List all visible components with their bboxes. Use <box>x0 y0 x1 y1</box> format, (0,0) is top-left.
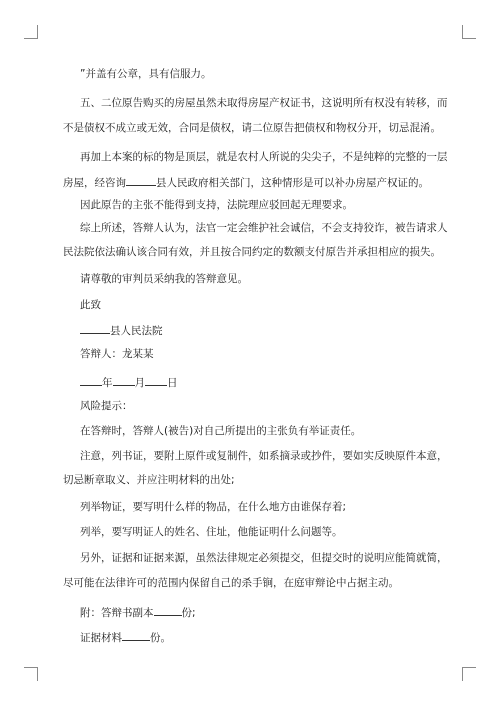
crop-mark-top-left <box>37 25 38 39</box>
paragraph-line: 列举，要写明证人的姓名、住址，他能证明什么问题等。 <box>80 526 343 538</box>
paragraph-line: 综上所述，答辩人认为，法官一定会维护社会诚信，不会支持狡诈，被告请求人 <box>80 222 448 234</box>
text: 证据材料 <box>80 632 122 644</box>
blank-field <box>113 374 135 386</box>
crop-mark-bottom-right <box>462 667 463 681</box>
text: 月 <box>134 377 145 389</box>
crop-mark-top-right <box>462 25 463 39</box>
section-title: 风险提示： <box>80 400 133 412</box>
crop-mark-bottom-left <box>37 667 38 681</box>
text: 日 <box>167 377 178 389</box>
paragraph-line: 请尊敬的审判员采纳我的答辩意见。 <box>80 273 248 285</box>
blank-field <box>122 629 150 641</box>
paragraph-line: 切忌断章取义、并应注明材料的出处; <box>63 474 235 486</box>
paragraph-line: 注意，列书证，要附上原件或复制件，如系摘录或抄件，要如实反映原件本意， <box>80 450 448 462</box>
crop-mark-top-left <box>24 38 38 39</box>
attachment-line <box>80 604 460 620</box>
blank-field <box>126 174 156 186</box>
text: 县人民法院 <box>110 325 163 337</box>
text: 年 <box>102 377 113 389</box>
paragraph-line: 另外，证据和证据来源，虽然法律规定必须提交，但提交时的说明应能简就简， <box>80 552 448 564</box>
paragraph-line: 不是债权不成立或无效，合同是债权，请二位原告把债权和物权分开，切忌混淆。 <box>63 122 441 134</box>
closing-line: 此致 <box>80 299 101 311</box>
text: 县人民政府相关部门，这种情形是可以补办房屋产权证的。 <box>156 177 429 189</box>
paragraph-line: 民法院依法确认该合同有效，并且按合同约定的数额支付原告并承担相应的损失。 <box>63 246 441 258</box>
blank-field <box>154 604 182 616</box>
paragraph-line: 再加上本案的标的物是顶层，就是农村人所说的尖尖子，不是纯粹的完整的一层 <box>80 151 448 163</box>
blank-field <box>80 322 110 334</box>
text: 份。 <box>150 632 171 644</box>
paragraph-line: ”并盖有公章，具有信服力。 <box>80 68 212 80</box>
paragraph-line: 列举物证，要写明什么样的物品，在什么地方由谁保存着; <box>80 501 347 513</box>
paragraph-line: 因此原告的主张不能得到支持，法院理应驳回起无理要求。 <box>80 199 353 211</box>
crop-mark-bottom-left <box>24 667 38 668</box>
court-line <box>80 322 460 338</box>
date-line <box>80 374 460 390</box>
blank-field <box>80 374 102 386</box>
signature-line: 答辩人：龙某某 <box>80 348 154 360</box>
paragraph-line: 五、二位原告购买的房屋虽然未取得房屋产权证书，这说明所有权没有转移，而 <box>80 97 448 109</box>
text: 份; <box>181 607 196 619</box>
crop-mark-bottom-right <box>462 667 476 668</box>
crop-mark-top-right <box>462 38 476 39</box>
paragraph-line: 尽可能在法律许可的范围内保留自己的杀手锏，在庭审辩论中占据主动。 <box>63 577 399 589</box>
text: 附：答辩书副本 <box>80 607 154 619</box>
paragraph-line <box>63 174 443 190</box>
blank-field <box>145 374 167 386</box>
text: 房屋，经咨询 <box>63 177 126 189</box>
attachment-line <box>80 629 460 645</box>
paragraph-line: 在答辩时，答辩人(被告)对自己所提出的主张负有举证责任。 <box>80 425 362 437</box>
